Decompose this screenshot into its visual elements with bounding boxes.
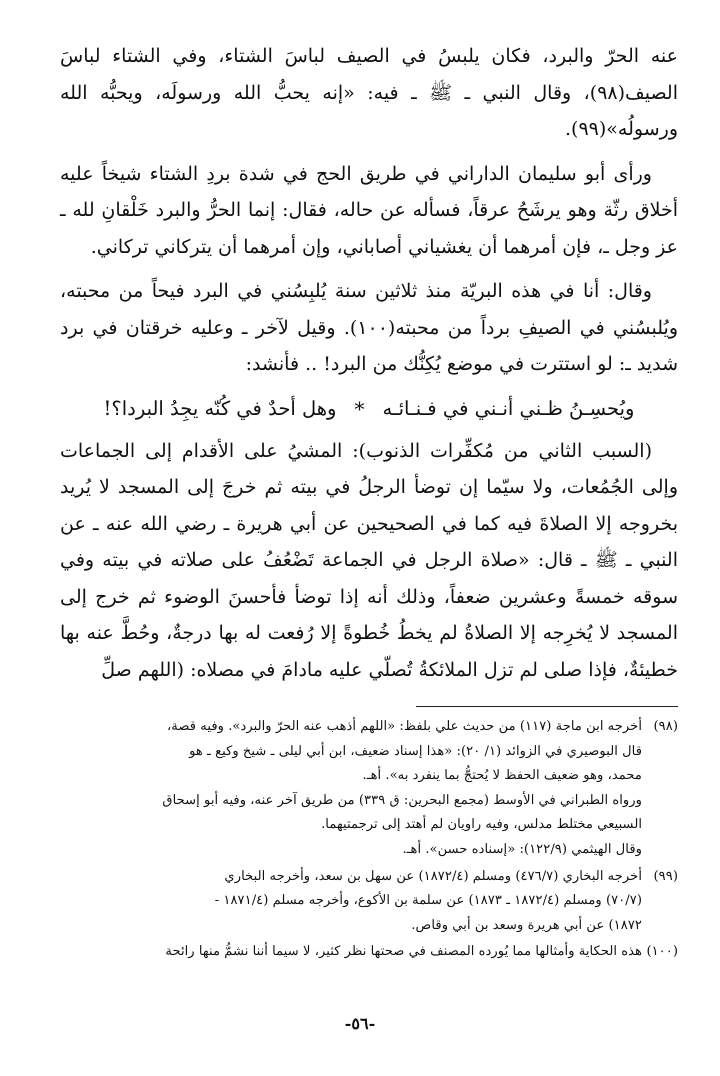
body-paragraph-2: ورأى أبو سليمان الداراني في طريق الحج في شدة بردِ الشتاء شيخاً عليه أخلاق رثّة وهو يرشَحُ عرقاً، فسأله عن حاله، فقال: إنما الحرُّ والبرد خَلْقانِ لله ـ عز وجل ـ، فإن أمرهما أن يغشياني أصاباني، وإن أمرهما أن يتركاني تركاني. <box>60 162 678 258</box>
footnote-number: (٩٨) <box>653 719 678 734</box>
footnote-line: ورواه الطبراني في الأوسط (مجمع البحرين: ق ٣٣٩) من طريق آخر عنه، وفيه أبو إسحاق <box>162 792 642 808</box>
footnote-line: (٧٠/٧) ومسلم (١٨٧٢/٤ ـ ١٨٧٣) عن سلمة بن الأكوع، وأخرجه مسلم (١٨٧١/٤ - <box>214 893 642 909</box>
poem-first-hemistich: ويُحسِـنُ ظـني أنـني في فـنـائـه <box>382 396 635 420</box>
footnote-99 <box>60 865 678 939</box>
footnote-text <box>60 715 642 863</box>
page-content <box>60 38 678 965</box>
poem-verse <box>60 389 678 429</box>
footnote-line: وقال الهيثمي (١٢٢/٩): «إسناده حسن». أهـ. <box>402 841 642 857</box>
footnote-line: قال البوصيري في الزوائد (١/ ٢٠): «هذا إسناد ضعيف، ابن أبي ليلى ـ شيخ وكيع ـ هو <box>189 743 642 759</box>
footnote-line: ١٨٧٢) عن أبي هريرة وسعد بن أبي وقاص. <box>411 917 642 933</box>
page-number: -٥٦- <box>344 1014 376 1033</box>
body-paragraph-4: (السبب الثاني من مُكفِّرات الذنوب): المشيُ على الأقدام إلى الجماعات وإلى الجُمُعات، ولا سيّما إن توضأ الرجلُ في بيته ثم خرجَ إلى المسجد لا يُريد بخروجه إلا الصلاةَ فيه كما في الصحيحين عن أبي هريرة ـ رضي الله عنه ـ عن النبي ـ ﷺ ـ قال: «صلاة الرجل في الجماعة تَضْعُفُ على صلاته في بيته وفي سوقه خمسةً وعشرين ضعفاً، وذلك أنه إذا توضأ فأحسنَ الوضوء ثم خرج إلى المسجد لا يُخرِجه إلا الصلاةُ لم يخطُ خُطوةً إلا رُفعت له بها درجةٌ، وحُطَّ عنه بها خطيئةٌ، فإذا صلى لم تزل الملائكةُ تُصلّي عليه مادامَ في مصلاه: (اللهم صلِّ <box>60 439 678 681</box>
footnote-text <box>60 865 642 939</box>
poem-separator-star: * <box>354 396 365 421</box>
footnote-100 <box>60 940 678 965</box>
footnote-line: محمد، وهو ضعيف الحفظ لا يُحتجُّ بما ينفرد به». أهـ. <box>362 768 642 784</box>
body-paragraph-3: وقال: أنا في هذه البريّة منذ ثلاثين سنة يُلبِسُني في البرد فيحاً من محبته، ويُلبسُني في الصيفِ برداً من محبته(١٠٠). وقيل لآخر ـ وعليه خرقتان في برد شديد ـ: لو استترت في موضع يُكِنُّك من البرد! .. فأنشد: <box>60 280 678 375</box>
poem-second-hemistich: وهل أحدٌ في كُنّه يجِدُ البردا؟! <box>103 396 337 420</box>
footnotes <box>60 715 678 965</box>
footnote-number: (٩٩) <box>653 868 678 884</box>
footnote-separator <box>416 706 678 707</box>
body-paragraph-1: عنه الحرّ والبرد، فكان يلبسُ في الصيف لباسَ الشتاء، وفي الشتاء لباسَ الصيف(٩٨)، وقال النبي ـ ﷺ ـ فيه: «إنه يحبُّ الله ورسولَه، ويحبُّه الله ورسولُه»(٩٩). <box>60 45 678 140</box>
footnote-98 <box>60 715 678 863</box>
footnote-line: أخرجه ابن ماجة (١١٧) من حديث علي بلفظ: «اللهم أذهب عنه الحرّ والبرد». وفيه قصة، <box>167 719 642 734</box>
footnote-number: (١٠٠) <box>646 944 678 960</box>
footnote-line: هذه الحكاية وأمثالها مما يُورده المصنف في صحتها نظر كثير، لا سيما أننا نشمُّ منها رائحة <box>165 944 642 960</box>
footnote-line: السبيعي مختلط مدلس، وفيه راويان لم أهتد إلى ترجمتيهما. <box>321 817 642 833</box>
footnote-line: أخرجه البخاري (٤٧٦/٧) ومسلم (١٨٧٢/٤) عن سهل بن سعد، وأخرجه البخاري <box>224 868 642 884</box>
footnote-text <box>60 940 642 965</box>
